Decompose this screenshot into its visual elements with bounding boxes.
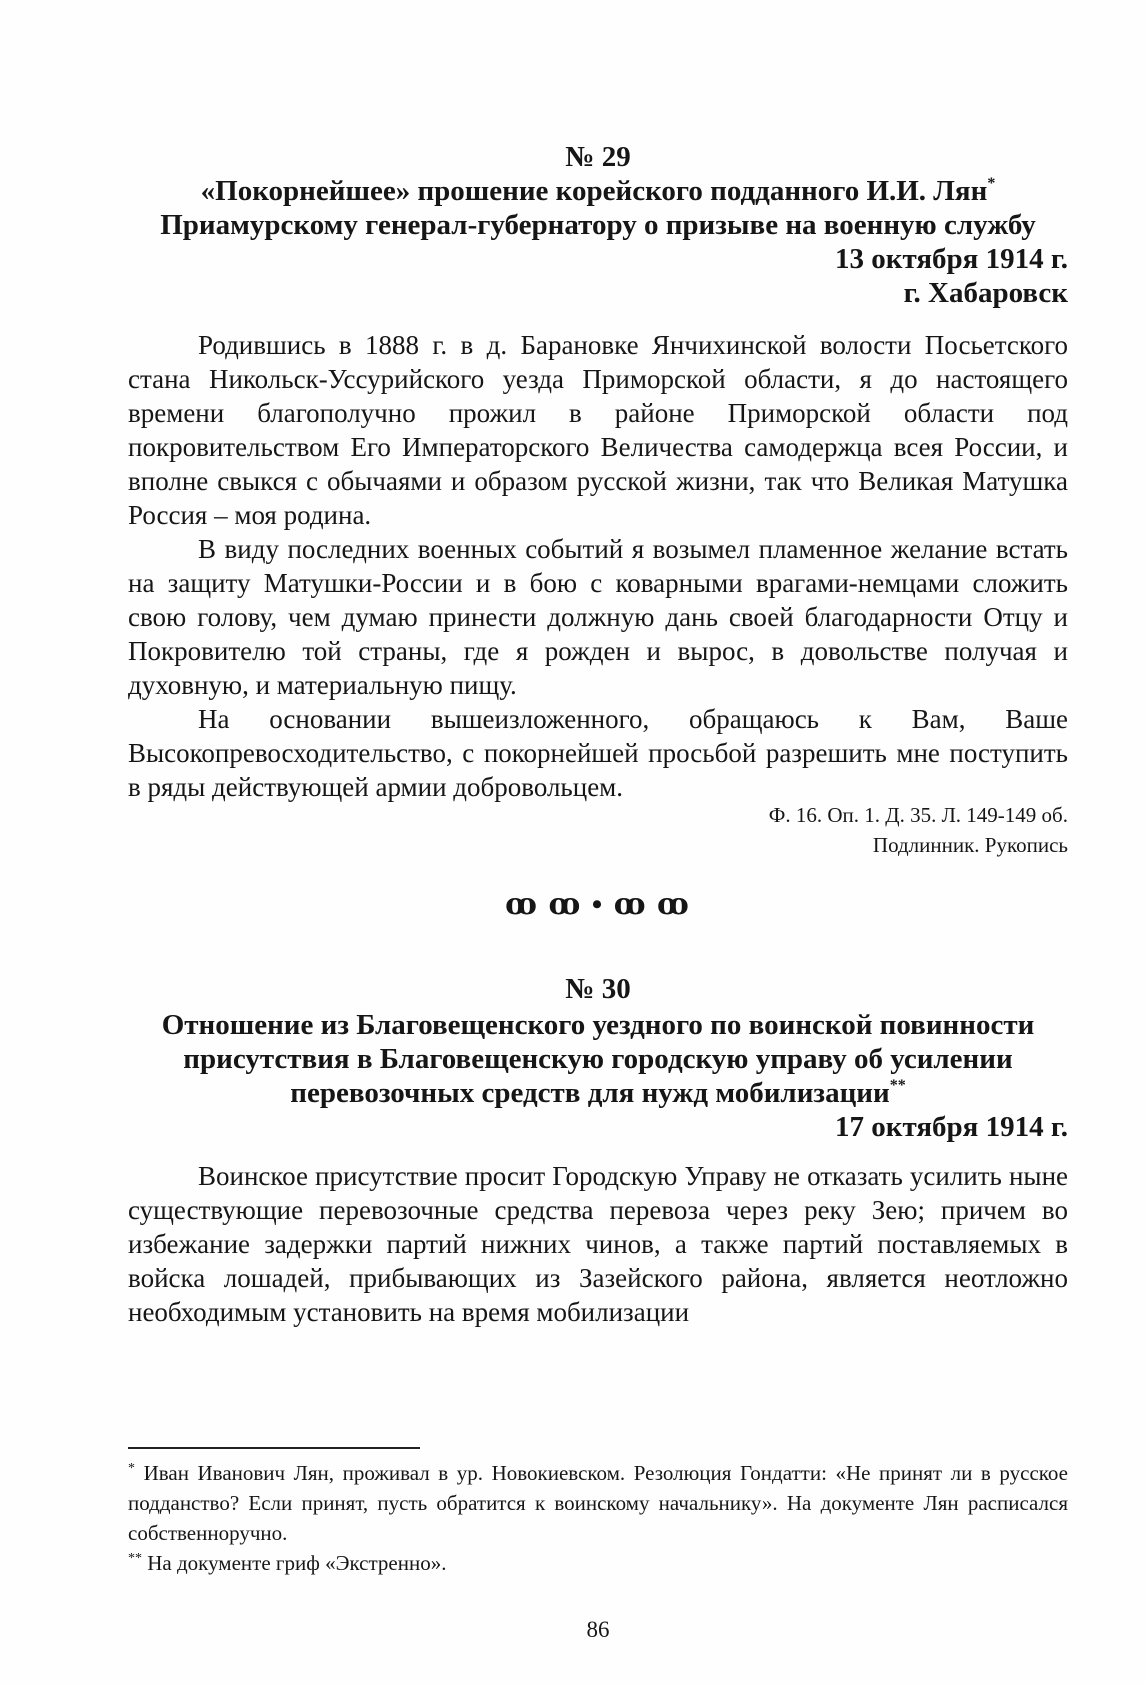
doc-30-title-line-3 (128, 1076, 1068, 1110)
footnote-divider (128, 1447, 420, 1449)
footnote-2-marker: ** (128, 1551, 142, 1566)
doc-30-body (128, 1159, 1068, 1329)
doc-30-number: № 30 (565, 973, 631, 1005)
doc-29-body (128, 328, 1068, 804)
footnote-2 (128, 1548, 1068, 1578)
doc-30-date: 17 октября 1914 г. (835, 1111, 1068, 1143)
doc-29-number: № 29 (565, 141, 631, 173)
doc-29-title-line-2: Приамурскому генерал-губернатору о призыве на военную службу (160, 209, 1036, 241)
doc-30-title-line-3-text: перевозочных средств для нужд мобилизации (290, 1077, 890, 1109)
doc-29-title-line-1-text: «Покорнейшее» прошение корейского подданного И.И. Лян (200, 175, 988, 207)
footnote-1 (128, 1458, 1068, 1548)
doc-30-title-line-2: присутствия в Благовещенскую городскую управу об усилении (183, 1043, 1013, 1075)
doc-29-place: г. Хабаровск (903, 277, 1068, 309)
footnote-ref-2[interactable]: ** (889, 1077, 906, 1094)
doc-29-date: 13 октября 1914 г. (835, 243, 1068, 275)
doc-29-archive-reference: Ф. 16. Оп. 1. Д. 35. Л. 149-149 об. (768, 803, 1068, 827)
ornament-separator-glyphs: ꝏ ꝏ • ꝏ ꝏ (505, 888, 691, 921)
ornament-separator (128, 888, 1068, 922)
page-number: 86 (586, 1617, 610, 1642)
doc-29-paragraph: Родившись в 1888 г. в д. Барановке Янчихинской волости Посьетского стана Никольск-Уссурийского уезда Приморской области, я до настоящего времени благополучно прожил в районе Приморской области под покровительством Его Императорского Величества самодержца всея России, и вполне свыкся с обычаями и образом русской жизни, так что Великая Матушка Россия – моя родина. (128, 330, 1068, 530)
footnotes (128, 1458, 1068, 1578)
footnote-ref-1[interactable]: * (987, 175, 996, 192)
doc-29-paragraph: На основании вышеизложенного, обращаюсь к Вам, Ваше Высокопревосходительство, с покорнейшей просьбой разрешить мне поступить в ряды действующей армии добровольцем. (128, 704, 1068, 802)
footnote-1-marker: * (128, 1461, 135, 1476)
doc-29-title-line-1 (128, 174, 1068, 208)
footnote-1-text: Иван Иванович Лян, проживал в ур. Новокиевском. Резолюция Гондатти: «Не принят ли в русское подданство? Если принят, пусть обратится к воинскому начальнику». На документе Лян расписался собственноручно. (128, 1461, 1068, 1545)
doc-30-title-line-1: Отношение из Благовещенского уездного по воинской повинности (161, 1009, 1035, 1041)
doc-29-paragraph: В виду последних военных событий я возымел пламенное желание встать на защиту Матушки-России и в бою с коварными врагами-немцами сложить свою голову, чем думаю принести должную дань своей благодарности Отцу и Покровителю той страны, где я рожден и вырос, в довольстве получая и духовную, и материальную пищу. (128, 534, 1068, 700)
doc-29-archive-note: Подлинник. Рукопись (872, 833, 1068, 857)
footnote-2-text: На документе гриф «Экстренно». (147, 1551, 447, 1575)
doc-30-paragraph: Воинское присутствие просит Городскую Управу не отказать усилить ныне существующие перевозочные средства перевоза через реку Зею; причем во избежание задержки партий нижних чинов, а также партий поставляемых в войска лошадей, прибывающих из Зазейского района, является неотложно необходимым установить на время мобилизации (128, 1161, 1068, 1327)
